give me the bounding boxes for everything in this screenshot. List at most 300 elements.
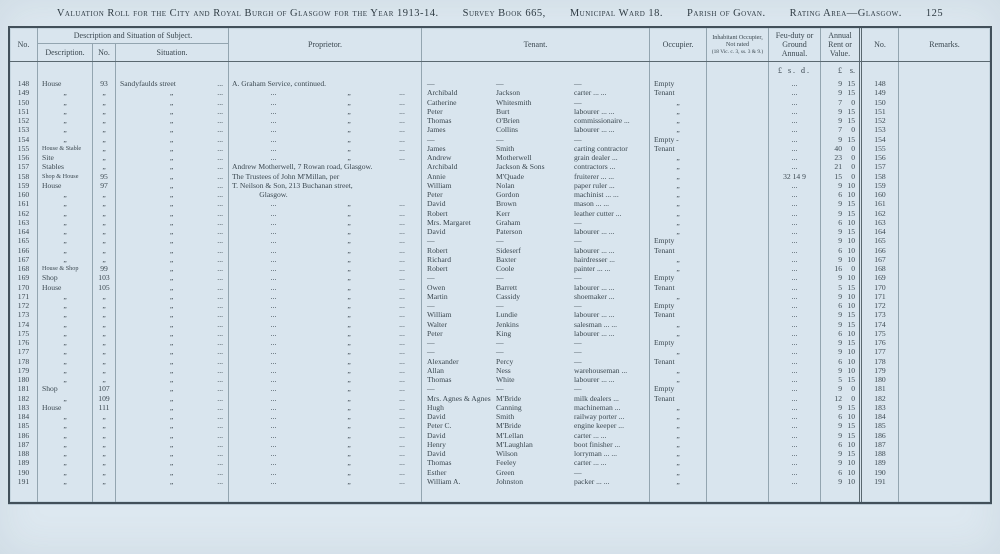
cell-no-left: 158 [10,172,38,181]
cell-no-right: 163 [862,218,899,227]
cell-proprietor: ... „ ... [229,88,422,97]
cell-no-left: 170 [10,283,38,292]
cell-feu-duty: ... [769,440,821,449]
table-row [10,172,990,181]
table-row [10,301,990,310]
cell-tenant: David Brown mason ... ... [422,199,650,208]
cell-feu-duty: ... [769,98,821,107]
cell-feu-duty: ... [769,209,821,218]
cell-occupier: Tenant [650,283,707,292]
cell-inhabitant-occupier [707,209,769,218]
cell-no-left: 150 [10,98,38,107]
cell-description: „ [38,458,93,467]
header-street-no: No. [93,44,116,61]
cell-proprietor: ... „ ... [229,218,422,227]
cell-description: „ [38,375,93,384]
cell-description: „ [38,310,93,319]
cell-no-right: 191 [862,477,899,486]
cell-feu-duty: ... [769,227,821,236]
cell-street-no: „ [93,218,116,227]
cell-street-no: „ [93,98,116,107]
cell-feu-duty: ... [769,403,821,412]
cell-inhabitant-occupier [707,153,769,162]
cell-annual-rent: 9 10 [821,366,862,375]
header-description: Description. [38,44,93,61]
cell-street-no: „ [93,320,116,329]
cell-situation: „ ... [116,199,229,208]
cell-inhabitant-occupier [707,375,769,384]
cell-description: „ [38,125,93,134]
cell-feu-duty: ... [769,125,821,134]
cell-occupier: „ [650,320,707,329]
cell-remarks [899,190,990,199]
cell-annual-rent: 9 10 [821,181,862,190]
cell-no-right: 188 [862,449,899,458]
table-row [10,107,990,116]
cell-description: „ [38,190,93,199]
cell-situation: „ ... [116,107,229,116]
cell-remarks [899,412,990,421]
header-description-group-title: Description and Situation of Subject. [73,31,193,40]
cell-no-left: 157 [10,162,38,171]
cell-occupier: „ [650,403,707,412]
cell-annual-rent: 21 0 [821,162,862,171]
cell-no-right: 164 [862,227,899,236]
cell-description: „ [38,412,93,421]
cell-remarks [899,255,990,264]
header-no-right: No. [862,28,899,61]
cell-feu-duty: ... [769,431,821,440]
cell-annual-rent: 6 10 [821,301,862,310]
cell-situation: „ ... [116,264,229,273]
cell-occupier: „ [650,190,707,199]
cell-remarks [899,199,990,208]
cell-proprietor: ... „ ... [229,384,422,393]
cell-inhabitant-occupier [707,246,769,255]
cell-inhabitant-occupier [707,366,769,375]
cell-inhabitant-occupier [707,264,769,273]
cell-feu-duty: ... [769,190,821,199]
cell-remarks [899,116,990,125]
cell-occupier: „ [650,107,707,116]
cell-remarks [899,283,990,292]
cell-remarks [899,264,990,273]
cell-remarks [899,477,990,486]
cell-no-right: 187 [862,440,899,449]
cell-street-no: „ [93,440,116,449]
table-row [10,366,990,375]
cell-no-left: 183 [10,403,38,412]
cell-proprietor: ... „ ... [229,310,422,319]
cell-no-right: 181 [862,384,899,393]
cell-situation: „ ... [116,375,229,384]
cell-tenant: David Smith railway porter ... [422,412,650,421]
cell-situation: „ ... [116,394,229,403]
cell-description: „ [38,440,93,449]
cell-description: Stables [38,162,93,171]
cell-description: „ [38,320,93,329]
cell-street-no: „ [93,107,116,116]
cell-description: House [38,79,93,88]
cell-description: „ [38,199,93,208]
cell-no-left: 184 [10,412,38,421]
cell-tenant: Martin Cassidy shoemaker ... [422,292,650,301]
cell-proprietor: ... „ ... [229,412,422,421]
cell-occupier: Tenant [650,394,707,403]
cell-proprietor: Glasgow. [229,190,422,199]
cell-occupier: „ [650,264,707,273]
cell-description: Shop & House [38,172,93,181]
cell-no-left: 191 [10,477,38,486]
cell-annual-rent: 9 10 [821,236,862,245]
cell-occupier: Empty [650,338,707,347]
cell-inhabitant-occupier [707,486,769,502]
table-row [10,403,990,412]
cell-situation: „ ... [116,440,229,449]
cell-inhabitant-occupier [707,449,769,458]
cell-annual-rent: 6 10 [821,190,862,199]
cell-tenant: Thomas Feeley carter ... ... [422,458,650,467]
cell-remarks [899,329,990,338]
cell-annual-rent: 9 10 [821,273,862,282]
cell-remarks [899,320,990,329]
cell-tenant: Walter Jenkins salesman ... ... [422,320,650,329]
cell-no-left: 177 [10,347,38,356]
cell-occupier: „ [650,292,707,301]
cell-no-left: 181 [10,384,38,393]
table-row [10,125,990,134]
cell-annual-rent: 9 15 [821,310,862,319]
table-row [10,283,990,292]
cell-street-no: „ [93,292,116,301]
header-description-subcolumns [38,43,228,61]
cell-no-right: 151 [862,107,899,116]
cell-occupier: „ [650,199,707,208]
table-row [10,486,990,502]
cell-tenant: William Lundie labourer ... ... [422,310,650,319]
cell-tenant: Catherine Whitesmith — [422,98,650,107]
cell-tenant: Robert Sideserf labourer ... ... [422,246,650,255]
cell-annual-rent: 9 15 [821,79,862,88]
cell-street-no: „ [93,366,116,375]
cell-feu-duty: ... [769,107,821,116]
cell-inhabitant-occupier [707,88,769,97]
cell-inhabitant-occupier [707,283,769,292]
cell-inhabitant-occupier [707,227,769,236]
cell-proprietor: ... „ ... [229,347,422,356]
table-row [10,79,990,88]
table-row [10,449,990,458]
cell-occupier: „ [650,172,707,181]
cell-feu-duty: ... [769,301,821,310]
table-row [10,347,990,356]
cell-remarks [899,218,990,227]
cell-street-no: „ [93,227,116,236]
cell-street-no: „ [93,135,116,144]
cell-remarks [899,236,990,245]
cell-description: „ [38,218,93,227]
cell-feu-duty: ... [769,421,821,430]
header-inhabitant-line1: Inhabitant Occupier, [712,34,763,42]
cell-no-right: 175 [862,329,899,338]
cell-no-left: 171 [10,292,38,301]
cell-street-no [93,486,116,502]
cell-street-no: „ [93,329,116,338]
cell-inhabitant-occupier [707,412,769,421]
cell-annual-rent: 9 15 [821,320,862,329]
cell-proprietor: ... „ ... [229,98,422,107]
cell-no-right: 186 [862,431,899,440]
cell-feu-duty: ... [769,79,821,88]
cell-no-right: 167 [862,255,899,264]
cell-tenant: Peter Burt labourer ... ... [422,107,650,116]
cell-remarks [899,172,990,181]
cell-situation: „ ... [116,135,229,144]
title-main: Valuation Roll for the City and Royal Burgh of Glasgow for the Year 1913-14. [56,8,439,19]
cell-feu-duty: ... [769,135,821,144]
cell-street-no: „ [93,144,116,153]
cell-feu-duty: ... [769,199,821,208]
cell-no-left: 164 [10,227,38,236]
cell-inhabitant-occupier [707,144,769,153]
cell-situation: „ ... [116,310,229,319]
cell-description: „ [38,301,93,310]
cell-feu-duty: ... [769,375,821,384]
cell-no-left: 187 [10,440,38,449]
cell-proprietor: ... „ ... [229,458,422,467]
cell-feu-duty: ... [769,347,821,356]
cell-proprietor: T. Neilson & Son, 213 Buchanan street, [229,181,422,190]
cell-no-right: 177 [862,347,899,356]
cell-description: „ [38,116,93,125]
cell-tenant: Peter King labourer ... ... [422,329,650,338]
cell-proprietor: ... „ ... [229,125,422,134]
cell-inhabitant-occupier [707,190,769,199]
cell-tenant: Hugh Canning machineman ... [422,403,650,412]
cell-inhabitant-occupier [707,431,769,440]
cell-inhabitant-occupier [707,468,769,477]
cell-proprietor: ... „ ... [229,366,422,375]
cell-remarks [899,449,990,458]
table-header [10,28,990,62]
cell-tenant: Robert Kerr leather cutter ... [422,209,650,218]
table-body [10,79,990,502]
cell-no-right: 152 [862,116,899,125]
cell-no-right: 171 [862,292,899,301]
cell-no-left: 190 [10,468,38,477]
cell-occupier: Tenant [650,357,707,366]
cell-tenant: Robert Coole painter ... ... [422,264,650,273]
table-row [10,458,990,467]
cell-proprietor: ... „ ... [229,394,422,403]
cell-situation: „ ... [116,301,229,310]
cell-description: „ [38,394,93,403]
cell-feu-duty: ... [769,273,821,282]
cell-no-right: 174 [862,320,899,329]
cell-feu-duty: ... [769,357,821,366]
cell-feu-duty: ... [769,255,821,264]
cell-occupier: Tenant [650,88,707,97]
cell-occupier: „ [650,329,707,338]
cell-annual-rent: 6 10 [821,412,862,421]
cell-proprietor: ... „ ... [229,255,422,264]
cell-no-right: 169 [862,273,899,282]
cell-tenant: David M'Lellan carter ... ... [422,431,650,440]
cell-proprietor: ... „ ... [229,449,422,458]
cell-proprietor [229,486,422,502]
cell-situation: „ ... [116,116,229,125]
title-municipal-ward: Municipal Ward 18. [569,8,664,19]
cell-tenant: Mrs. Margaret Graham — [422,218,650,227]
table-row [10,477,990,486]
cell-situation: „ ... [116,273,229,282]
cell-proprietor: ... „ ... [229,357,422,366]
cell-inhabitant-occupier [707,403,769,412]
cell-situation: „ ... [116,366,229,375]
cell-street-no: 103 [93,273,116,282]
cell-description: „ [38,107,93,116]
cell-no-left: 165 [10,236,38,245]
cell-no-left [10,486,38,502]
cell-description: „ [38,255,93,264]
cell-feu-duty: ... [769,162,821,171]
cell-situation: „ ... [116,338,229,347]
cell-remarks [899,310,990,319]
cell-annual-rent: 6 10 [821,218,862,227]
cell-proprietor: ... „ ... [229,292,422,301]
cell-annual-rent: 23 0 [821,153,862,162]
cell-tenant: Alexander Percy — [422,357,650,366]
table-row [10,421,990,430]
cell-remarks [899,209,990,218]
cell-no-left: 188 [10,449,38,458]
cell-proprietor: ... „ ... [229,421,422,430]
cell-street-no: „ [93,190,116,199]
cell-annual-rent: 9 10 [821,347,862,356]
cell-feu-duty: ... [769,292,821,301]
cell-occupier: „ [650,255,707,264]
cell-situation: „ ... [116,144,229,153]
cell-street-no: „ [93,477,116,486]
table-row [10,338,990,347]
cell-description: „ [38,227,93,236]
cell-street-no: 109 [93,394,116,403]
cell-situation: Sandyfaulds street ... [116,79,229,88]
cell-no-left: 169 [10,273,38,282]
cell-proprietor: The Trustees of John M'Millan, per [229,172,422,181]
cell-proprietor: ... „ ... [229,144,422,153]
cell-annual-rent: 9 15 [821,338,862,347]
cell-proprietor: ... „ ... [229,477,422,486]
cell-no-left: 159 [10,181,38,190]
cell-proprietor: ... „ ... [229,135,422,144]
cell-situation: „ ... [116,458,229,467]
cell-annual-rent: 7 0 [821,125,862,134]
table-row [10,384,990,393]
cell-inhabitant-occupier [707,301,769,310]
cell-inhabitant-occupier [707,116,769,125]
cell-no-left: 173 [10,310,38,319]
table-row [10,181,990,190]
cell-tenant: Esther Green — [422,468,650,477]
cell-tenant: — — — [422,273,650,282]
cell-description: House [38,283,93,292]
cell-tenant: William A. Johnston packer ... ... [422,477,650,486]
cell-annual-rent: 7 0 [821,98,862,107]
cell-tenant: Henry M'Laughlan boot finisher ... [422,440,650,449]
cell-description [38,486,93,502]
cell-no-right: 172 [862,301,899,310]
cell-annual-rent: 9 15 [821,431,862,440]
cell-remarks [899,366,990,375]
cell-remarks [899,431,990,440]
table-row [10,375,990,384]
title-parish: Parish of Govan. [687,8,766,19]
cell-proprietor: ... „ ... [229,301,422,310]
cell-street-no: 95 [93,172,116,181]
cell-annual-rent: 6 10 [821,357,862,366]
table-row [10,135,990,144]
cell-annual-rent: 9 15 [821,88,862,97]
cell-inhabitant-occupier [707,273,769,282]
cell-annual-rent: 5 15 [821,283,862,292]
cell-remarks [899,421,990,430]
cell-no-left: 175 [10,329,38,338]
cell-inhabitant-occupier [707,125,769,134]
cell-remarks [899,125,990,134]
table-row [10,329,990,338]
cell-annual-rent: 6 10 [821,440,862,449]
cell-no-right: 154 [862,135,899,144]
cell-occupier: „ [650,375,707,384]
cell-tenant: — — — [422,384,650,393]
cell-description: „ [38,421,93,430]
cell-inhabitant-occupier [707,329,769,338]
title-rating-area: Rating Area—Glasgow. [789,8,902,19]
cell-remarks [899,440,990,449]
cell-occupier: „ [650,449,707,458]
cell-proprietor: ... „ ... [229,246,422,255]
cell-situation: „ ... [116,320,229,329]
cell-description: „ [38,338,93,347]
cell-street-no: „ [93,449,116,458]
cell-occupier: „ [650,227,707,236]
page-title [0,0,1000,24]
cell-occupier: „ [650,347,707,356]
currency-units-row [10,62,990,79]
cell-inhabitant-occupier [707,384,769,393]
cell-inhabitant-occupier [707,347,769,356]
cell-annual-rent: 9 15 [821,199,862,208]
cell-occupier: „ [650,125,707,134]
cell-feu-duty: ... [769,394,821,403]
cell-situation: „ ... [116,292,229,301]
cell-situation: „ ... [116,227,229,236]
cell-tenant: William Nolan paper ruler ... [422,181,650,190]
cell-no-right: 168 [862,264,899,273]
table-row [10,218,990,227]
table-row [10,209,990,218]
cell-tenant: James Collins labourer ... ... [422,125,650,134]
cell-no-left: 156 [10,153,38,162]
header-remarks: Remarks. [929,39,960,49]
cell-feu-duty: ... [769,338,821,347]
cell-proprietor: A. Graham Service, continued. [229,79,422,88]
table-row [10,264,990,273]
cell-remarks [899,144,990,153]
cell-annual-rent: 9 15 [821,421,862,430]
cell-description: „ [38,236,93,245]
